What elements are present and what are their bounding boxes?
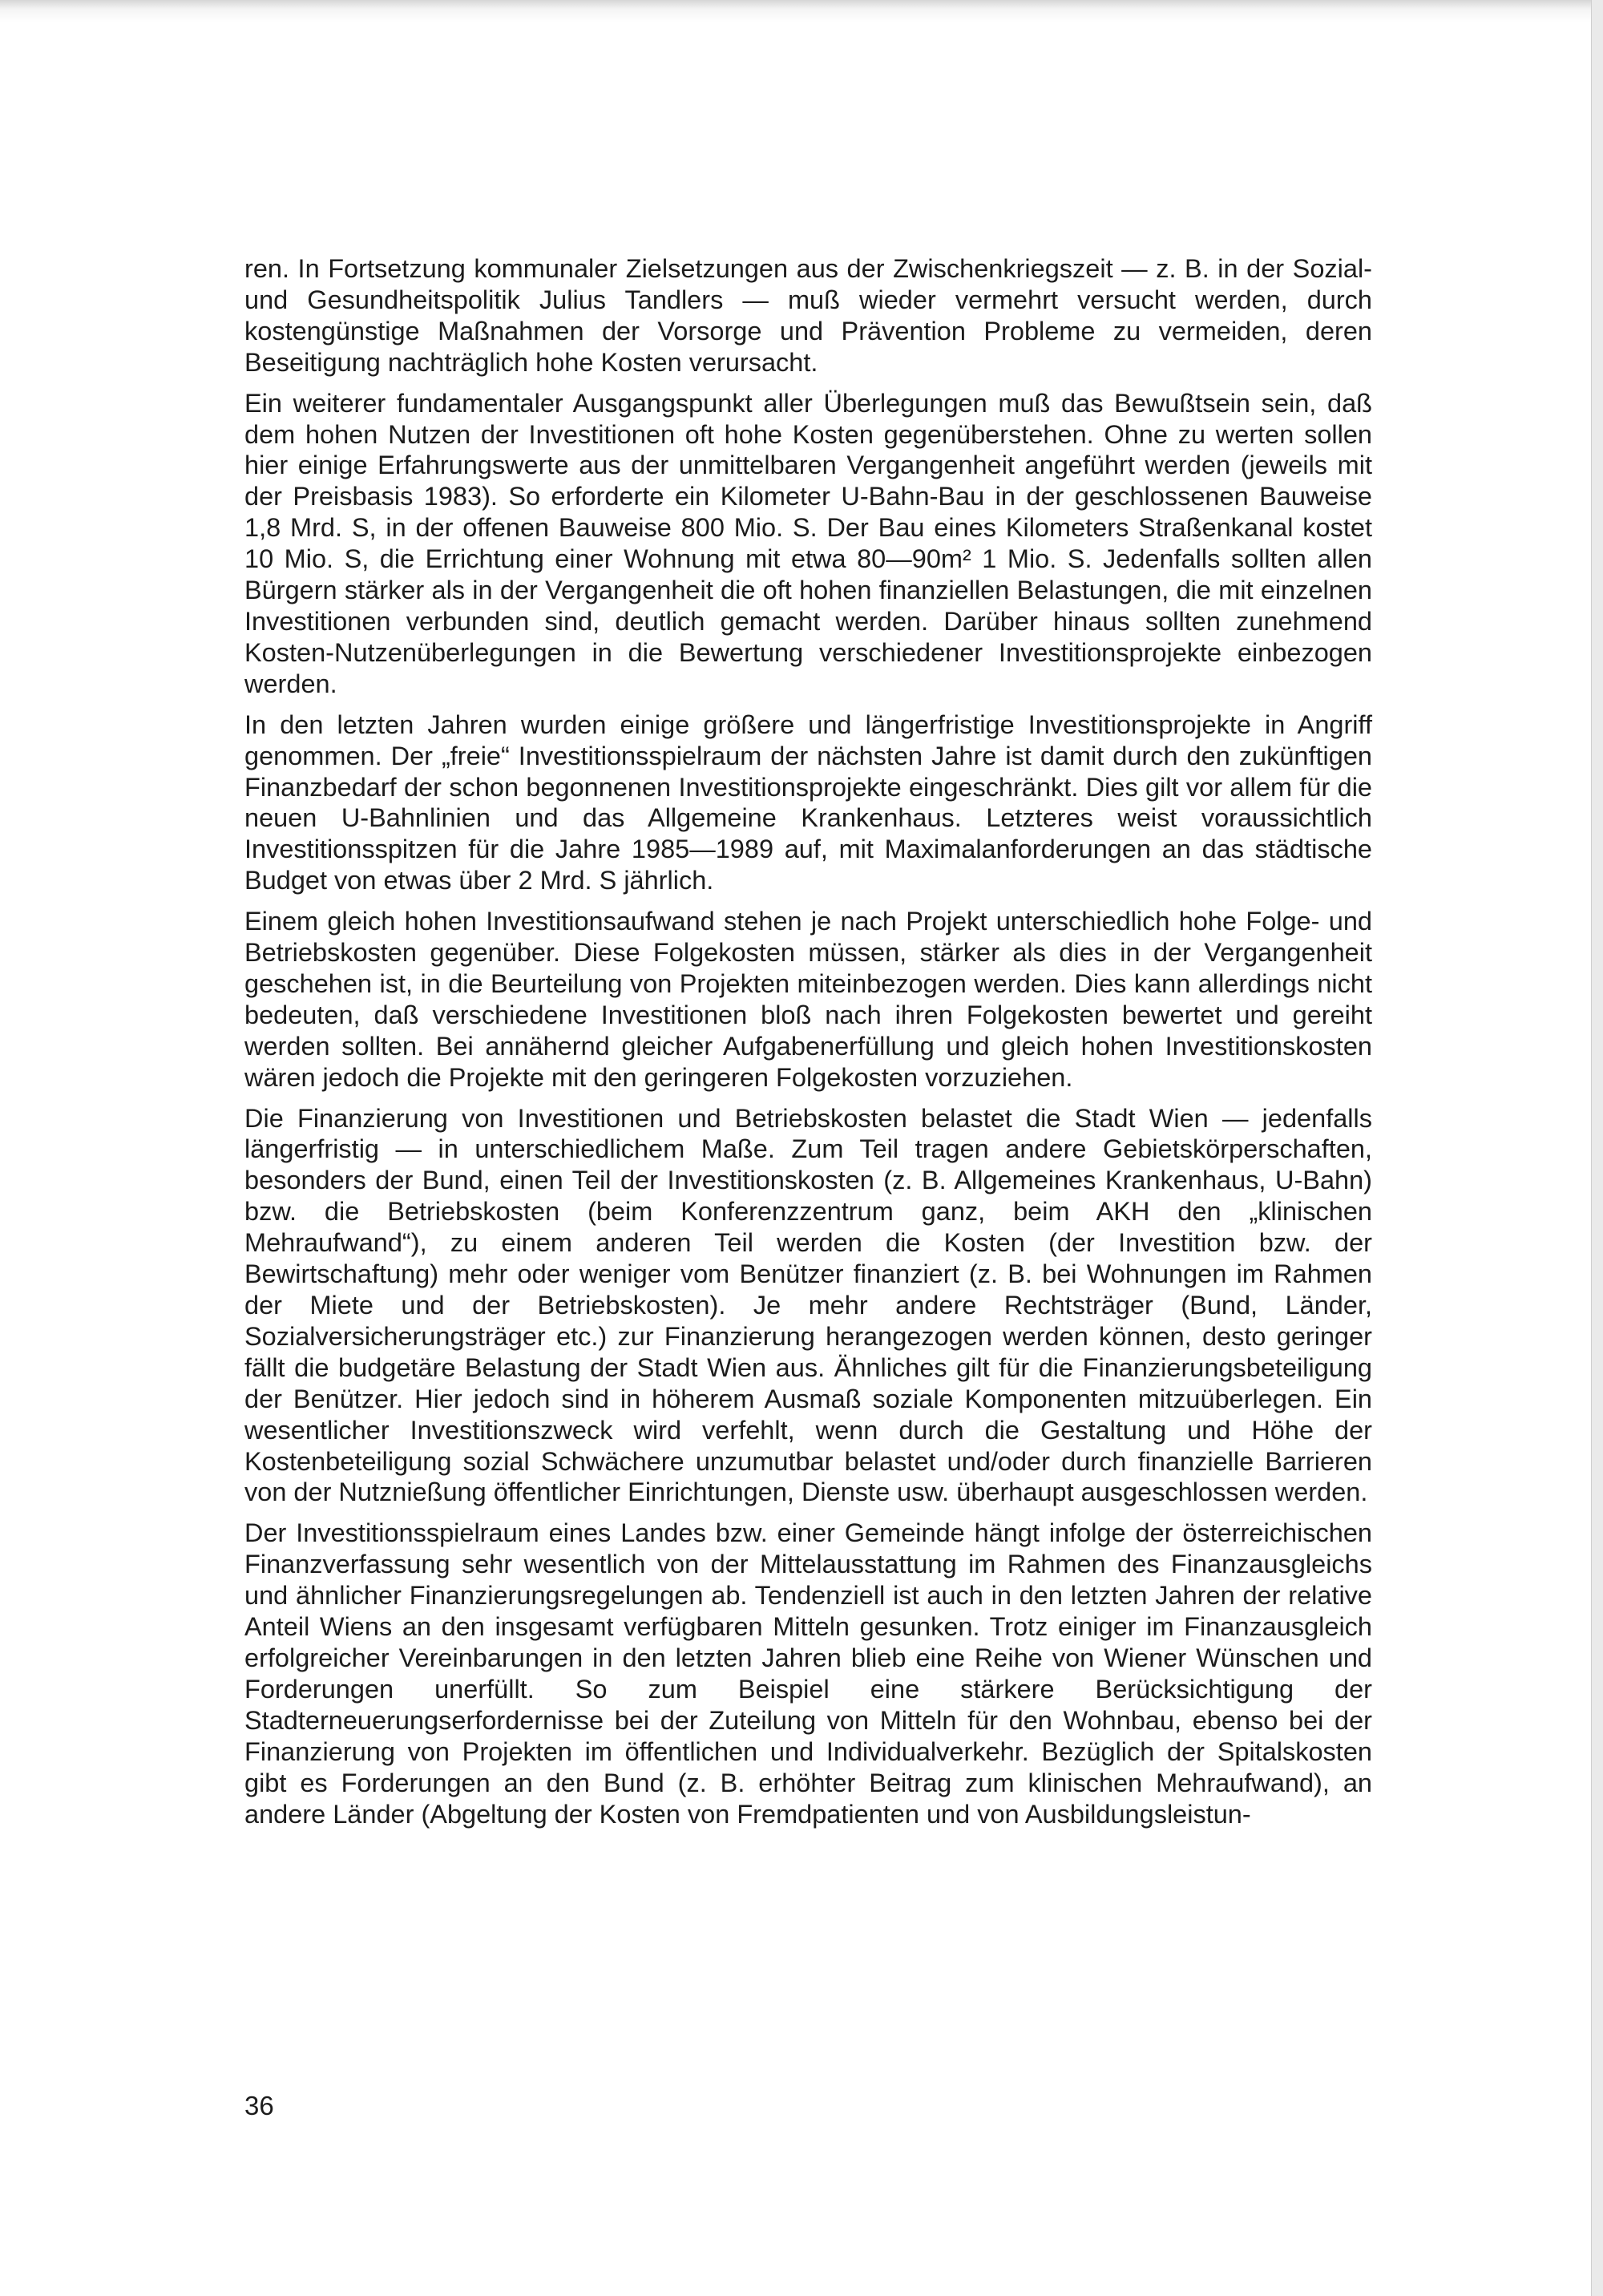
paragraph: Der Investitionsspielraum eines Landes bzw. einer Gemeinde hängt infolge der österreichischen Finanzverfassung sehr wesentlich von der Mittelausstattung im Rahmen des Finanzausgleichs und ähnlicher Finanzierungsregelungen ab. Tendenziell ist auch in den letzten Jahren der relative Anteil Wiens an den insgesamt verfügbaren Mitteln gesunken. Trotz einiger im Finanzausgleich erfolgreicher Vereinbarungen in den letzten Jahren blieb eine Reihe von Wiener Wünschen und Forderungen unerfüllt. So zum Beispiel eine stärkere Berücksichtigung der Stadterneuerungserfordernisse bei der Zuteilung von Mitteln für den Wohnbau, ebenso bei der Finanzierung von Projekten im öffentlichen und Individualverkehr. Bezüglich der Spitalskosten gibt es Forderungen an den Bund (z. B. erhöhter Beitrag zum klinischen Mehraufwand), an andere Länder (Abgeltung der Kosten von Fremdpatienten und von Ausbildungsleistun- [244,1518,1372,1829]
paragraph: Ein weiterer fundamentaler Ausgangspunkt aller Überlegungen muß das Bewußtsein sein, daß dem hohen Nutzen der Investitionen oft hohe Kosten gegenüberstehen. Ohne zu werten sollen hier einige Erfahrungswerte aus der unmittelbaren Vergangenheit angeführt werden (jeweils mit der Preisbasis 1983). So erforderte ein Kilometer U-Bahn-Bau in der geschlossenen Bauweise 1,8 Mrd. S, in der offenen Bauweise 800 Mio. S. Der Bau eines Kilometers Straßenkanal kostet 10 Mio. S, die Errichtung einer Wohnung mit etwa 80—90m² 1 Mio. S. Jedenfalls sollten allen Bürgern stärker als in der Vergangenheit die oft hohen finanziellen Belastungen, die mit einzelnen Investitionen verbunden sind, deutlich gemacht werden. Darüber hinaus sollten zunehmend Kosten-Nutzenüberlegungen in die Bewertung verschiedener Investitionsprojekte einbezogen werden. [244,388,1372,698]
scan-edge-right [1591,0,1603,2296]
paragraph: Die Finanzierung von Investitionen und Betriebskosten belastet die Stadt Wien — jedenfalls längerfristig — in unterschiedlichem Maße. Zum Teil tragen andere Gebietskörperschaften, besonders der Bund, einen Teil der Investitionskosten (z. B. Allgemeines Krankenhaus, U-Bahn) bzw. die Betriebskosten (beim Konferenzzentrum ganz, beim AKH den „klinischen Mehraufwand“), zu einem anderen Teil werden die Kosten (der Investition bzw. der Bewirtschaftung) mehr oder weniger vom Benützer finanziert (z. B. bei Wohnungen im Rahmen der Miete und der Betriebskosten). Je mehr andere Rechtsträger (Bund, Länder, Sozialversicherungsträger etc.) zur Finanzierung herangezogen werden können, desto geringer fällt die budgetäre Belastung der Stadt Wien aus. Ähnliches gilt für die Finanzierungsbeteiligung der Benützer. Hier jedoch sind in höherem Ausmaß soziale Komponenten mitzuüberlegen. Ein wesentlicher Investitionszweck wird verfehlt, wenn durch die Gestaltung und Höhe der Kostenbeteiligung sozial Schwächere unzumutbar belastet und/oder durch finanzielle Barrieren von der Nutznießung öffentlicher Einrichtungen, Dienste usw. überhaupt ausgeschlossen werden. [244,1103,1372,1507]
scan-edge-top [0,0,1591,22]
paragraph: In den letzten Jahren wurden einige größere und längerfristige Investitionsprojekte in Angriff genommen. Der „freie“ Investitionsspielraum der nächsten Jahre ist damit durch den zukünftigen Finanzbedarf der schon begonnenen Investitionsprojekte eingeschränkt. Dies gilt vor allem für die neuen U-Bahnlinien und das Allgemeine Krankenhaus. Letzteres weist voraussichtlich Investitionsspitzen für die Jahre 1985—1989 auf, mit Maximalanforderungen an das städtische Budget von etwas über 2 Mrd. S jährlich. [244,709,1372,895]
paragraph: ren. In Fortsetzung kommunaler Zielsetzungen aus der Zwischenkriegszeit — z. B. in der Sozial- und Gesundheitspolitik Julius Tandlers — muß wieder vermehrt versucht werden, durch kostengünstige Maßnahmen der Vorsorge und Prävention Probleme zu vermeiden, deren Beseitigung nachträglich hohe Kosten verursacht. [244,254,1372,377]
page-body-text [244,253,1372,1839]
page-number: 36 [244,2091,274,2120]
paragraph: Einem gleich hohen Investitionsaufwand stehen je nach Projekt unterschiedlich hohe Folge- und Betriebskosten gegenüber. Diese Folgekosten müssen, stärker als dies in der Vergangenheit geschehen ist, in die Beurteilung von Projekten miteinbezogen werden. Dies kann allerdings nicht bedeuten, daß verschiedene Investitionen bloß nach ihren Folgekosten bewertet und gereiht werden sollten. Bei annähernd gleicher Aufgabenerfüllung und gleich hohen Investitionskosten wären jedoch die Projekte mit den geringeren Folgekosten vorzuziehen. [244,907,1372,1092]
